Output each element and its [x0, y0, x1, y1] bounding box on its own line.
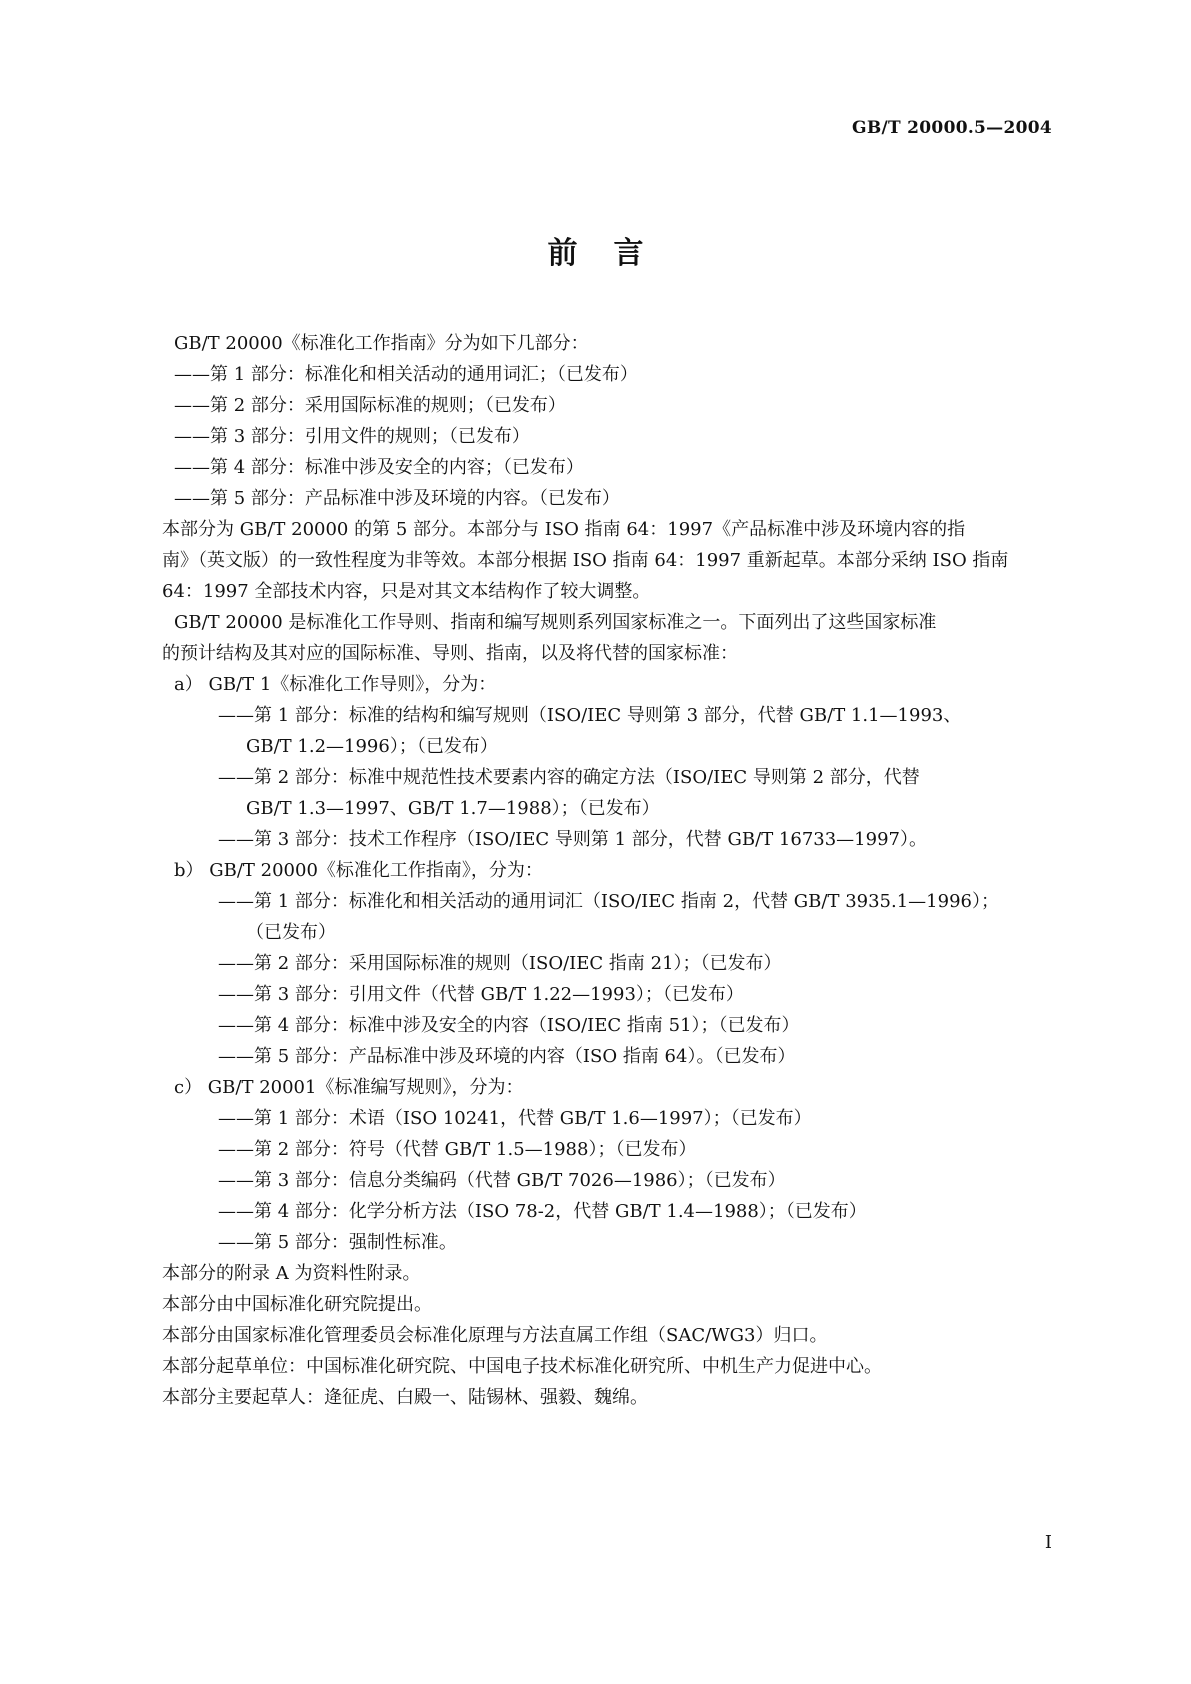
list-subitem-continuation: （已发布） — [246, 922, 336, 943]
list-subitem: ——第 4 部分：标准中涉及安全的内容（ISO/IEC 指南 51）；（已发布） — [218, 1015, 800, 1036]
text-line: ——第 2 部分：采用国际标准的规则；（已发布） — [174, 395, 566, 416]
text-line: 64：1997 全部技术内容，只是对其文本结构作了较大调整。 — [162, 581, 651, 602]
text-line: 南》（英文版）的一致性程度为非等效。本部分根据 ISO 指南 64：1997 重新起草。本部分采纳 ISO 指南 — [162, 550, 1009, 571]
list-subitem-continuation: GB/T 1.3—1997、GB/T 1.7—1988）；（已发布） — [246, 798, 660, 819]
list-item-c: c） GB/T 20001《标准编写规则》，分为： — [174, 1077, 524, 1098]
list-subitem: ——第 3 部分：引用文件（代替 GB/T 1.22—1993）；（已发布） — [218, 984, 744, 1005]
list-subitem: ——第 5 部分：强制性标准。 — [218, 1232, 457, 1253]
list-subitem: ——第 2 部分：标准中规范性技术要素内容的确定方法（ISO/IEC 导则第 2 部分，代替 — [218, 767, 920, 788]
list-subitem: ——第 4 部分：化学分析方法（ISO 78-2，代替 GB/T 1.4—1988）；（已发布） — [218, 1201, 867, 1222]
list-subitem: ——第 1 部分：术语（ISO 10241，代替 GB/T 1.6—1997）；（已发布） — [218, 1108, 812, 1129]
list-subitem: ——第 2 部分：符号（代替 GB/T 1.5—1988）；（已发布） — [218, 1139, 697, 1160]
list-item-a: a） GB/T 1《标准化工作导则》，分为： — [174, 674, 497, 695]
list-subitem-continuation: GB/T 1.2—1996）；（已发布） — [246, 736, 498, 757]
text-line: GB/T 20000《标准化工作指南》分为如下几部分： — [174, 333, 589, 354]
text-line: 本部分起草单位：中国标准化研究院、中国电子技术标准化研究所、中机生产力促进中心。 — [162, 1356, 882, 1377]
text-line: 本部分由中国标准化研究院提出。 — [162, 1294, 432, 1315]
list-subitem: ——第 5 部分：产品标准中涉及环境的内容（ISO 指南 64）。（已发布） — [218, 1046, 796, 1067]
list-subitem: ——第 3 部分：信息分类编码（代替 GB/T 7026—1986）；（已发布） — [218, 1170, 786, 1191]
text-line: ——第 4 部分：标准中涉及安全的内容；（已发布） — [174, 457, 584, 478]
standard-code: GB/T 20000.5—2004 — [852, 118, 1052, 138]
text-line: 本部分主要起草人：逄征虎、白殿一、陆锡林、强毅、魏绵。 — [162, 1387, 648, 1408]
text-line: 本部分为 GB/T 20000 的第 5 部分。本部分与 ISO 指南 64：1997《产品标准中涉及环境内容的指 — [162, 519, 966, 540]
text-line: 本部分由国家标准化管理委员会标准化原理与方法直属工作组（SAC/WG3）归口。 — [162, 1325, 828, 1346]
page-title: 前言 — [547, 236, 680, 271]
list-item-b: b） GB/T 20000《标准化工作指南》，分为： — [174, 860, 543, 881]
text-line: GB/T 20000 是标准化工作导则、指南和编写规则系列国家标准之一。下面列出了这些国家标准 — [174, 612, 937, 633]
list-subitem: ——第 3 部分：技术工作程序（ISO/IEC 导则第 1 部分，代替 GB/T 16733—1997）。 — [218, 829, 927, 850]
list-subitem: ——第 1 部分：标准的结构和编写规则（ISO/IEC 导则第 3 部分，代替 GB/T 1.1—1993、 — [218, 705, 962, 726]
text-line: 的预计结构及其对应的国际标准、导则、指南，以及将代替的国家标准： — [162, 643, 738, 664]
page-number: I — [1044, 1532, 1052, 1553]
text-line: ——第 1 部分：标准化和相关活动的通用词汇；（已发布） — [174, 364, 638, 385]
text-line: ——第 5 部分：产品标准中涉及环境的内容。（已发布） — [174, 488, 620, 509]
text-line: 本部分的附录 A 为资料性附录。 — [162, 1263, 421, 1284]
list-subitem: ——第 2 部分：采用国际标准的规则（ISO/IEC 指南 21）；（已发布） — [218, 953, 782, 974]
list-subitem: ——第 1 部分：标准化和相关活动的通用词汇（ISO/IEC 指南 2，代替 GB/T 3935.1—1996）； — [218, 891, 999, 912]
document-body — [162, 328, 1053, 1413]
text-line: ——第 3 部分：引用文件的规则；（已发布） — [174, 426, 530, 447]
